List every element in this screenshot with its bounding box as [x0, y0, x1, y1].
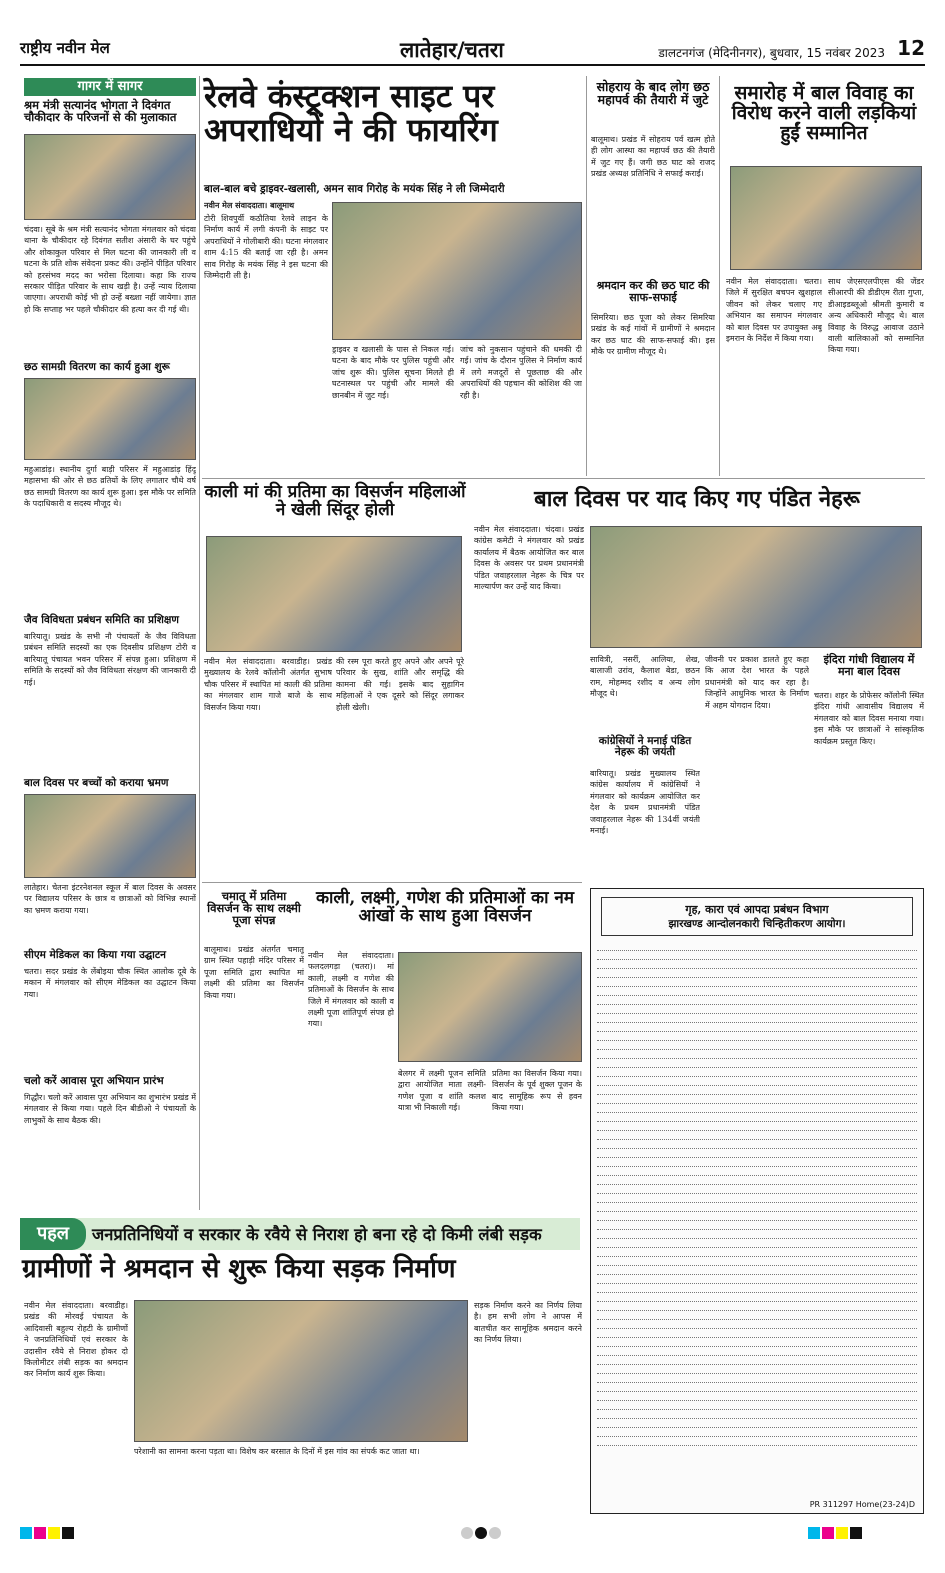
indira-story: चतरा। शहर के प्रोफेसर कॉलोनी स्थित इंदिरा गांधी आवासीय विद्यालय में मंगलवार को बाल दिवस मनाया गया। इस मौके पर छात्राओं ने सांस्कृतिक कार्यक्रम प्रस्तुत किए।	[814, 691, 924, 746]
pahal-strapline: जनप्रतिनिधियों व सरकार के रवैये से निराश हो बना रहे दो किमी लंबी सड़क	[92, 1225, 542, 1244]
lead-story-col3: जांच को नुकसान पहुंचाने की धमकी दी गई। जांच के दौरान पुलिस ने निर्माण कार्य में लगे मजदूरों से पूछताछ की और अपराधियों की पहचान की कोशिश की जा रही है।	[460, 345, 582, 400]
pahal-story-1: नवीन मेल संवाददाता। बरवाडीह। प्रखंड की मोरवई पंचायत के आदिवासी बहुल्य रोहटी के ग्रामीणों ने जनप्रतिनिधियों एवं सरकार के उदासीन रवैये से निराश होकर दो किलोमीटर लंबी सड़क का श्रमदान कर निर्माण कार्य शुरू किया।	[24, 1301, 128, 1379]
girls-headline: समारोह में बाल विवाह का विरोध करने वाली लड़कियां हुईं सम्मानित	[731, 82, 917, 144]
brand-logo: राष्ट्रीय नवीन मेल	[20, 39, 110, 57]
kali-story-2: की रस्म पूरा करते हुए अपने और अपने पूरे परिवार के सुख, शांति और समृद्धि की कामना की गई। इसके बाद सुहागिन महिलाओं ने एक दूसरे को सिंदूर लगाकर होली खेली।	[336, 657, 464, 712]
kali-story-1: नवीन मेल संवाददाता। बरवाडीह। प्रखंड मुख्यालय के रेलवे कॉलोनी अंतर्गत सुभाष चौक परिसर में स्थापित मां काली की प्रतिमा का मंगलवार शाम गाजे बाजे के साथ विसर्जन किया गया।	[204, 657, 332, 712]
indira-headline: इंदिरा गांधी विद्यालय में मना बाल दिवस	[823, 653, 915, 678]
lead-subhead: बाल-बाल बचे ड्राइवर-खलासी, अमन साव गिरोह के मयंक सिंह ने ली जिम्मेदारी	[204, 183, 505, 195]
chhath-headline-2: श्रमदान कर की छठ घाट की साफ-सफाई	[596, 279, 710, 304]
left-story-2: महुआडांड़। स्थानीय दुर्गा बाड़ी परिसर में महुआडांड़ हिंदू महासभा की ओर से छठ व्रतियों के लिए लगातार चौथे वर्ष छठ सामग्री वितरण का कार्य शुरू हुआ। इस मौके पर समिति के पदाधिकारी व सदस्य मौजूद थे।	[24, 465, 196, 509]
photo-girls-honoured	[730, 166, 922, 270]
nehru-subheadline: कांग्रेसियों ने मनाई पंडित नेहरू की जयंती	[598, 735, 692, 759]
section-title: लातेहार/चतरा	[400, 37, 504, 62]
pahal-headline: ग्रामीणों ने श्रमदान से शुरू किया सड़क निर्माण	[22, 1254, 456, 1284]
photo-kali-immersion	[206, 536, 462, 652]
chhath-story-1: बालूमाथ। प्रखंड में सोहराय पर्व खत्म होते ही लोग आस्था का महापर्व छठ की तैयारी में जुट गए हैं। जगी छठ घाट को राजद प्रखंड अध्यक्ष प्रतिनिधि ने सफाई कराई।	[591, 135, 715, 179]
lead-headline: रेलवे कंस्ट्रक्शन साइट पर अपराधियों ने की फायरिंग	[204, 77, 498, 149]
ganesh-story-2: बेलगर में लक्ष्मी पूजन समिति द्वारा आयोजित माता लक्ष्मी-गणेश पूजा व शांति कलश यात्रा भी निकाली गई।	[398, 1069, 486, 1113]
photo-road-construction	[134, 1300, 468, 1442]
left-headline-4: बाल दिवस पर बच्चों को कराया भ्रमण	[24, 777, 169, 789]
left-story-6: गिद्धौर। चलो करें आवास पूरा अभियान का शुभारंभ प्रखंड में मंगलवार से किया गया। पहले दिन बीडीओ ने पंचायतों के लाभुकों के साथ बैठक की।	[24, 1093, 196, 1125]
nehru-headline: बाल दिवस पर याद किए गए पंडित नेहरू	[534, 486, 860, 512]
pahal-story-2: परेशानी का सामना करना पड़ता था। विशेष कर बरसात के दिनों में इस गांव का संपर्क कट जाता था।	[134, 1447, 420, 1456]
nehru-story-1: नवीन मेल संवाददाता। चंदवा। प्रखंड कांग्रेस कमेटी ने मंगलवार को प्रखंड कार्यालय में बैठक आयोजित कर बाल दिवस के अवसर पर प्रथम प्रधानमंत्री पंडित जवाहरलाल नेहरू के चित्र पर माल्यार्पण कर उन्हें याद किया।	[474, 525, 584, 592]
pahal-strap	[20, 1218, 580, 1250]
lead-story-col1: टोरी शिवपुर्वी कठौतिया रेलवे लाइन के निर्माण कार्य में लगी कंपनी के साइट पर अपराधियों ने गोलीबारी की। घटना मंगलवार शाम 4:15 की बताई जा रही है। अमन साव गिरोह के मयंक सिंह ने इस घटना की जिम्मेदारी ली है।	[204, 214, 328, 281]
notice-dept: गृह, कारा एवं आपदा प्रबंधन विभाग	[685, 903, 829, 916]
gagar-box-title: गागर में सागर	[24, 78, 196, 96]
column-rule	[586, 76, 587, 476]
left-headline-5: सीएम मेडिकल का किया गया उद्घाटन	[24, 949, 166, 961]
left-story-4: लातेहार। चेतना इंटरनेशनल स्कूल में बाल दिवस के अवसर पर विद्यालय परिसर के छात्र व छात्राओं को विभिन्न स्थानों का भ्रमण कराया गया।	[24, 883, 196, 915]
girls-story-1: नवीन मेल संवाददाता। चतरा। जिले में सुरक्षित बचपन खुशहाल जीवन को लेकर चलाए गए अभियान का समापन मंगलवार को बाल दिवस पर उपायुक्त अबू इमरान के निर्देश में किया गया।	[726, 277, 822, 344]
left-headline-3: जैव विविधता प्रबंधन समिति का प्रशिक्षण	[24, 614, 179, 626]
page-number: 12	[897, 36, 925, 60]
column-rule	[199, 76, 200, 1210]
print-color-bar	[20, 1524, 925, 1536]
nehru-story-3: बारियातू। प्रखंड मुख्यालय स्थित कांग्रेस कार्यालय में कांग्रेसियों ने मंगलवार को कार्यक्रम आयोजित कर देश के प्रथम प्रधानमंत्री पंडित जवाहरलाल नेहरू की 134वीं जयंती मनाई।	[590, 769, 700, 836]
left-story-3: बारियातू। प्रखंड के सभी नौ पंचायतों के जैव विविधता प्रबंधन समिति सदस्यों का एक दिवसीय प्रशिक्षण टोरी व बारियातू पंचायत भवन परिसर में संपन्न हुआ। प्रशिक्षण में समिति के सदस्यों को जैव विविधता संरक्षण की जानकारी दी गई।	[24, 632, 196, 687]
photo-nehru-tribute	[590, 526, 922, 648]
chhath-story-2: सिमरिया। छठ पूजा को लेकर सिमरिया प्रखंड के कई गांवों में ग्रामीणों ने श्रमदान कर छठ घाट की साफ-सफाई की। इस मौके पर ग्रामीण मौजूद थे।	[591, 313, 715, 357]
left-headline-6: चलो करें आवास पूरा अभियान प्रारंभ	[24, 1075, 164, 1087]
pahal-story-3: सड़क निर्माण करने का निर्णय लिया है। हम सभी लोग ने आपस में बातचीत कर सामूहिक श्रमदान करने का निर्णय लिया।	[474, 1301, 582, 1345]
lakshmi-headline: चमातू में प्रतिमा विसर्जन के साथ लक्ष्मी पूजा संपन्न	[207, 889, 301, 928]
masthead	[20, 36, 925, 66]
photo-minister-visit	[24, 134, 196, 220]
ganesh-headline: काली, लक्ष्मी, गणेश की प्रतिमाओं का नम आंखों के साथ हुआ विसर्जन	[315, 888, 575, 926]
dateline: डालटनगंज (मेदिनीनगर), बुधवार, 15 नवंबर 2023	[658, 46, 885, 60]
section-rule	[202, 882, 582, 883]
govt-notice	[590, 888, 924, 1514]
lead-story-col2: ड्राइवर व खलासी के पास से निकल गई। घटना के बाद मौके पर पुलिस पहुंची और जांच शुरू की। पुलिस सूचना मिलते ही घटनास्थल पर पहुंची और मामले की छानबीन में जुट गई।	[332, 345, 454, 400]
left-story-5: चतरा। सदर प्रखंड के लेंबोइया चौक स्थित आलोक दूबे के मकान में मंगलवार को सीएम मेडिकल का उद्घाटन किया गया।	[24, 967, 196, 999]
left-headline-1: श्रम मंत्री सत्यानंद भोगता ने दिवंगत चौकीदार के परिजनों से की मुलाकात	[24, 98, 177, 125]
left-headline-2: छठ सामग्री वितरण का कार्य हुआ शुरू	[24, 361, 170, 373]
photo-children-trip	[24, 794, 196, 878]
chhath-headline: सोहराय के बाद लोग छठ महापर्व की तैयारी में जुटे	[596, 79, 710, 108]
nehru-story-2: सावित्री, नसरीं, आलिया, शेख, बालाजी उरांव, कैलाश बेडा, छठन राम, मोहम्मद रशीद व अन्य लोग मौजूद थे।	[590, 655, 700, 699]
lead-dateline: नवीन मेल संवाददाता। बालूमाथ	[204, 200, 295, 210]
left-story-1: चंदवा। सूबे के श्रम मंत्री सत्यानंद भोगता मंगलवार को चंदवा थाना के चौकीदार रहे दिवंगत सतीश अंसारी के घर पहुंचे और शोकाकुल परिवार से मिल घटना की जानकारी ली व घटना के प्रति शोक संवेदना प्रकट की। उन्होंने पीड़ित परिवार को हरसंभव मदद का भरोसा दिलाया। कहा कि राज्य सरकार पीड़ित परिवार के साथ खड़ी है। उन्हें न्याय दिलाया जाएगा। अपराधी कोई भी हो उन्हें बख्शा नहीं जायेगा। ज्ञात हो कि सप्ताह भर पहले चौकीदार की हत्या कर दी गई थी।	[24, 225, 196, 314]
photo-chhath-distribution	[24, 378, 196, 460]
notice-commission: झारखण्ड आन्दोलनकारी चिन्हितीकरण आयोग।	[668, 918, 846, 930]
ganesh-story-3: प्रतिमा का विसर्जन किया गया। विसर्जन के पूर्व शुक्ल पूजन के बाद सामूहिक रूप से हवन किया गया।	[492, 1069, 582, 1113]
kali-headline: काली मां की प्रतिमा का विसर्जन महिलाओं ने खेली सिंदूर होली	[204, 482, 466, 520]
nehru-story-4: जीवनी पर प्रकाश डालते हुए कहा कि आज देश भारत के पहले प्रधानमंत्री को याद कर रहा है। जिन्होंने आधुनिक भारत के निर्माण में अहम योगदान दिया।	[705, 655, 809, 710]
girls-story-2: साथ जेएसएलपीएस की जेंडर सीआरपी की डीडीएम रीता गुप्ता, डीआइडब्लूओ श्रीमती कुमारी व अन्य अधिकारी मौजूद थे। बाल विवाह के विरुद्ध आवाज उठाने वाली बालिकाओं को सम्मानित किया गया।	[828, 277, 924, 355]
photo-construction-site	[332, 202, 582, 340]
photo-ganesh-immersion	[398, 952, 582, 1062]
ganesh-story-1: नवीन मेल संवाददाता। फलदलगड़ा (चतरा)। मां काली, लक्ष्मी व गणेश की प्रतिमाओं के विसर्जन के साथ जिले में मंगलवार को काली व लक्ष्मी पूजा शांतिपूर्ण संपन्न हो गया।	[308, 951, 394, 1029]
section-rule	[202, 478, 925, 479]
lakshmi-story: बालूमाथ। प्रखंड अंतर्गत चमातू ग्राम स्थित पहाड़ी मंदिर परिसर में पूजा समिति द्वारा स्थापित मां लक्ष्मी की प्रतिमा का विसर्जन किया गया।	[204, 945, 304, 1000]
column-rule	[719, 76, 720, 476]
notice-footer: PR 311297 Home(23-24)D	[809, 1500, 915, 1509]
notice-list	[591, 942, 923, 1472]
pahal-tag: पहल	[20, 1218, 86, 1250]
